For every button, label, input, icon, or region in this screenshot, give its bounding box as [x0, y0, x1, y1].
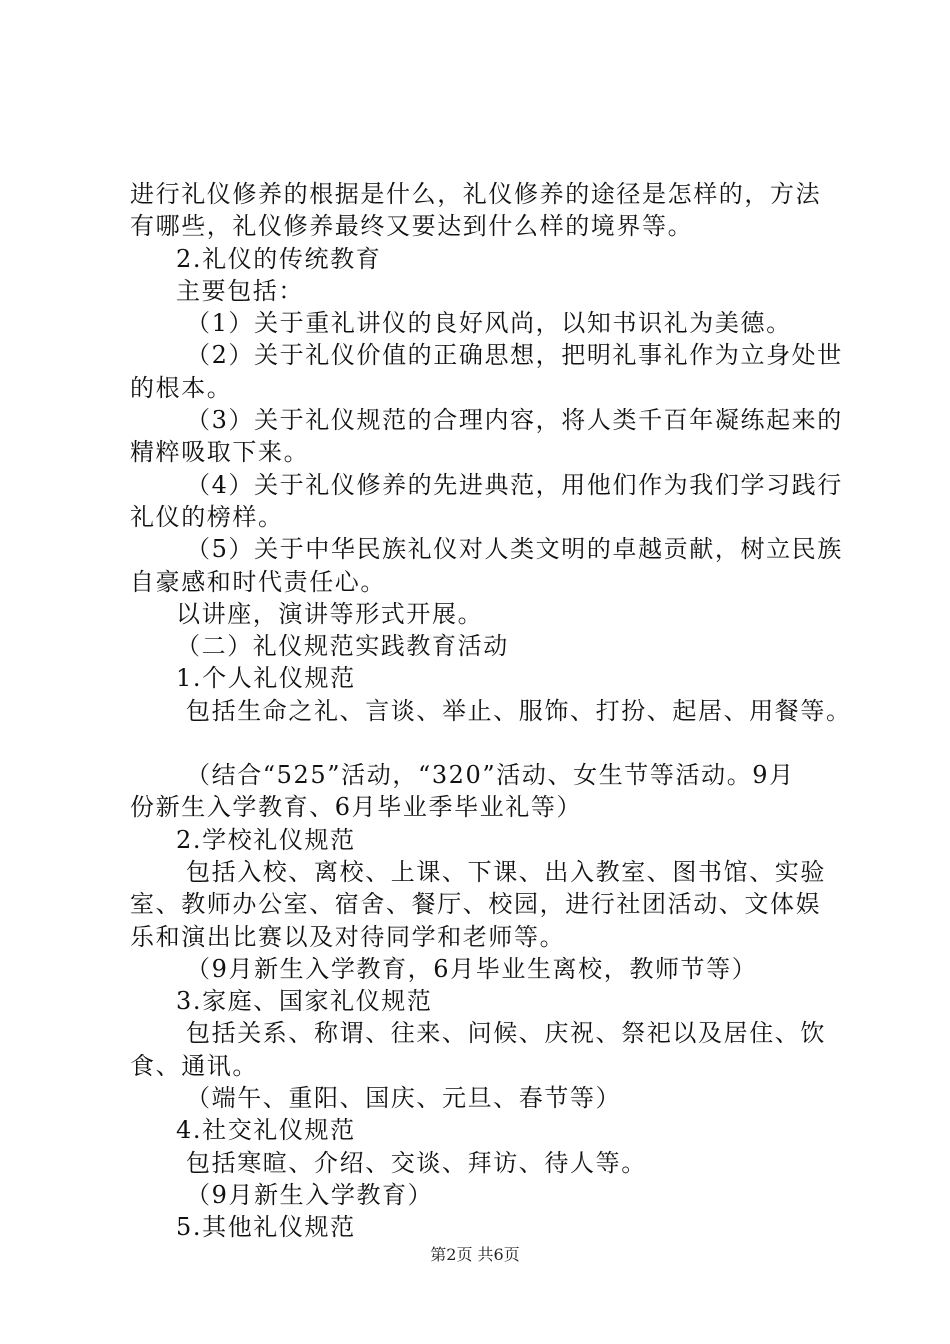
text-line: 主要包括：: [176, 276, 304, 305]
text-line: 有哪些，礼仪修养最终又要达到什么样的境界等。: [130, 212, 694, 241]
text-line: （二）礼仪规范实践教育活动: [176, 632, 509, 661]
text-line: （3）关于礼仪规范的合理内容，将人类千百年凝练起来的: [186, 406, 843, 435]
page-footer: 第2页 共6页: [430, 1245, 520, 1264]
document-body: [130, 178, 850, 1244]
text-line: （端午、重阳、国庆、元旦、春节等）: [186, 1084, 622, 1113]
text-line: 包括关系、称谓、往来、问候、庆祝、祭祀以及居住、饮: [186, 1019, 826, 1048]
text-line: 自豪感和时代责任心。: [130, 567, 386, 596]
text-line: （结合“525”活动，“320”活动、女生节等活动。9月: [186, 761, 795, 790]
text-line: （5）关于中华民族礼仪对人类文明的卓越贡献，树立民族: [186, 535, 843, 564]
text-line: 礼仪的榜样。: [130, 502, 284, 531]
text-line: 室、教师办公室、宿舍、餐厅、校园，进行社团活动、文体娱: [130, 890, 822, 919]
text-line: （9月新生入学教育）: [186, 1180, 434, 1209]
text-line: 以讲座，演讲等形式开展。: [176, 599, 484, 628]
text-line: 1.个人礼仪规范: [176, 664, 356, 693]
text-line: （9月新生入学教育，6月毕业生离校，教师节等）: [186, 954, 758, 983]
text-line: 进行礼仪修养的根据是什么，礼仪修养的途径是怎样的，方法: [130, 180, 822, 208]
text-line: 4.社交礼仪规范: [176, 1116, 356, 1145]
text-line: （1）关于重礼讲仪的良好风尚，以知书识礼为美德。: [186, 309, 792, 338]
text-line: 包括生命之礼、言谈、举止、服饰、打扮、起居、用餐等。: [186, 696, 852, 725]
text-line: 包括入校、离校、上课、下课、出入教室、图书馆、实验: [186, 857, 826, 886]
text-line: 5.其他礼仪规范: [176, 1213, 356, 1242]
text-line: 精粹吸取下来。: [130, 438, 310, 467]
text-line: 食、通讯。: [130, 1051, 258, 1080]
text-line: 2.学校礼仪规范: [176, 825, 356, 854]
text-line: 2.礼仪的传统教育: [176, 244, 382, 273]
text-line: 3.家庭、国家礼仪规范: [176, 987, 433, 1016]
text-line: 乐和演出比赛以及对待同学和老师等。: [130, 922, 566, 951]
text-line: 的根本。: [130, 373, 233, 402]
text-line: 份新生入学教育、6月毕业季毕业礼等）: [130, 793, 583, 822]
text-line: 包括寒暄、介绍、交谈、拜访、待人等。: [186, 1148, 647, 1177]
text-line: （2）关于礼仪价值的正确思想，把明礼事礼作为立身处世: [186, 341, 843, 370]
blank-line: [130, 727, 850, 759]
text-line: （4）关于礼仪修养的先进典范，用他们作为我们学习践行: [186, 470, 843, 499]
